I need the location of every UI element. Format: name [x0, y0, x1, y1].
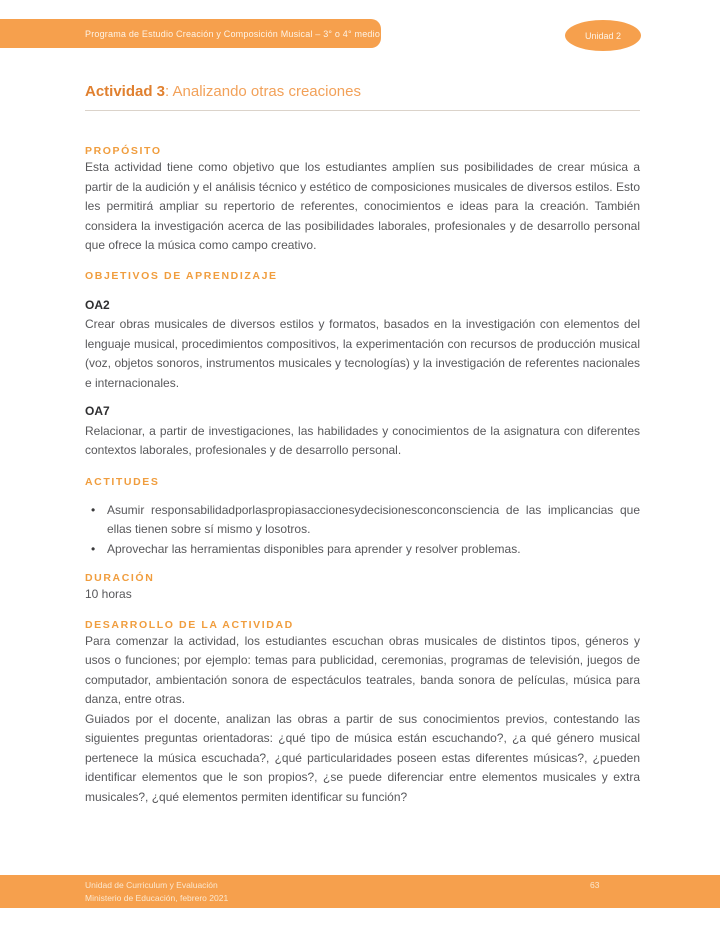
bullet-icon: • — [91, 502, 96, 517]
duracion-value: 10 horas — [85, 587, 132, 601]
desarrollo-paragraph-1: Para comenzar la actividad, los estudiantes escuchan obras musicales de distintos tipos, géneros y usos o funciones; por ejemplo: temas para publicidad, ceremonias, programas de televisión, juegos de computador, ambientación sonora de espectáculos teatrales, banda sonora de películas, música para danza, entre otras. — [85, 633, 640, 706]
footer-ministry-line: Ministerio de Educación, febrero 2021 — [85, 893, 229, 903]
actitudes-bullet-1-text: Asumir responsabilidadporlaspropiasaccionesydecisionesconconsciencia de las implicancias que ellas tienen sobre sí mismo y losotros. — [107, 502, 640, 536]
proposito-paragraph: Esta actividad tiene como objetivo que los estudiantes amplíen sus posibilidades de crear música a partir de la audición y el análisis técnico y estético de composiciones musicales de diversos estilos. Esto les permitirá ampliar su repertorio de referentes, conocimientos e ideas para la creación. También considera la investigación acerca de las posibilidades laborales, profesionales y de desarrollo personal que ofrece la música como campo creativo. — [85, 160, 640, 252]
oa2-paragraph: Crear obras musicales de diversos estilos y formatos, basados en la investigación con elementos del lenguaje musical, procedimientos compositivos, la experimentación con recursos de producción musical (voz, objetos sonoros, instrumentos musicales y tecnologías) y la investigación de referentes nacionales e internacionales. — [85, 317, 640, 390]
actitudes-bullet-list — [85, 501, 640, 560]
page-content — [85, 0, 640, 807]
page-number: 63 — [590, 880, 600, 890]
bullet-icon: • — [91, 541, 96, 556]
list-item — [85, 540, 640, 560]
footer-credits — [85, 879, 228, 905]
oa7-paragraph: Relacionar, a partir de investigaciones, las habilidades y conocimientos de la asignatura con diferentes contextos laborales, profesionales y de desarrollo personal. — [85, 423, 640, 457]
section-heading-objetivos: OBJETIVOS DE APRENDIZAJE — [85, 269, 278, 282]
page-title — [85, 82, 640, 111]
activity-title-bold: Actividad 3 — [85, 83, 166, 100]
desarrollo-paragraph-2: Guiados por el docente, analizan las obras a partir de sus conocimientos previos, contestando las siguientes preguntas orientadoras: ¿qué tipo de música están escuchando?, ¿a qué género musical pertenece la música escuchada?, ¿qué particularidades poseen estas diferentes músicas?, ¿pueden identificar elementos que le son propios?, ¿se puede diferenciar entre elementos musicales y extra musicales?, ¿qué elementos permiten identificar su función? — [85, 711, 640, 804]
section-heading-actitudes: ACTITUDES — [85, 475, 160, 488]
section-heading-desarrollo: DESARROLLO DE LA ACTIVIDAD — [85, 618, 294, 631]
oa7-code: OA7 — [85, 404, 110, 418]
footer-org-line: Unidad de Curriculum y Evaluación — [85, 880, 218, 890]
header-program-title: Programa de Estudio Creación y Composición Musical – 3° o 4° medio — [85, 28, 381, 39]
list-item — [85, 501, 640, 540]
oa2-code: OA2 — [85, 297, 110, 312]
unit-badge-label: Unidad 2 — [584, 30, 622, 41]
section-heading-duracion: DURACIÓN — [85, 572, 155, 584]
activity-title-rest: : Analizando otras creaciones — [165, 83, 361, 100]
actitudes-bullet-2-text: Aprovechar las herramientas disponibles para aprender y resolver problemas. — [107, 541, 521, 556]
section-heading-proposito: PROPÓSITO — [85, 145, 162, 157]
footer-bar — [0, 875, 720, 908]
